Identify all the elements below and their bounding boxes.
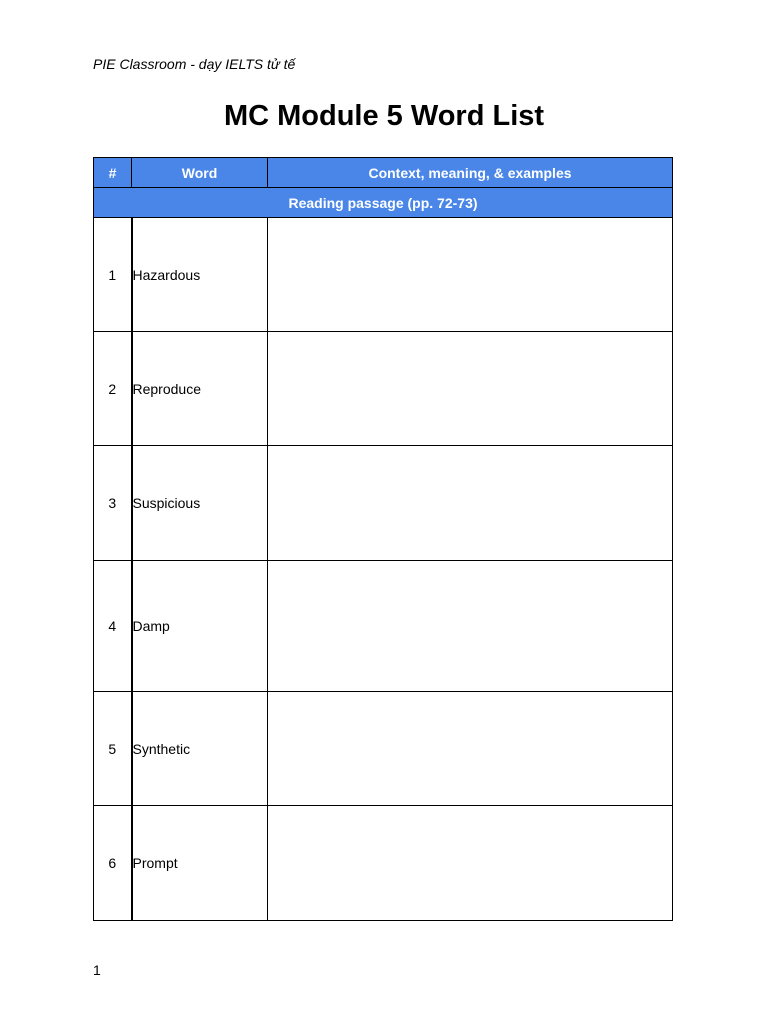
row-word: Damp (132, 561, 268, 692)
section-label: Reading passage (pp. 72-73) (94, 188, 673, 218)
row-number: 5 (94, 692, 132, 806)
table-row (94, 561, 673, 692)
row-number: 2 (94, 332, 132, 446)
table-header-row (94, 158, 673, 188)
row-context-cell[interactable] (268, 332, 673, 446)
table-row (94, 806, 673, 921)
row-context-cell[interactable] (268, 806, 673, 921)
row-context-cell[interactable] (268, 692, 673, 806)
page-title: MC Module 5 Word List (223, 100, 545, 132)
header-note: PIE Classroom - dạy IELTS tử tế (93, 56, 296, 72)
row-word: Hazardous (132, 218, 268, 332)
row-word: Suspicious (132, 446, 268, 561)
row-context-cell[interactable] (268, 561, 673, 692)
row-word: Prompt (132, 806, 268, 921)
row-number: 6 (94, 806, 132, 921)
table-row (94, 446, 673, 561)
word-list-table (93, 157, 673, 921)
table-row (94, 218, 673, 332)
page-number: 1 (93, 962, 101, 978)
row-number: 1 (94, 218, 132, 332)
row-context-cell[interactable] (268, 446, 673, 561)
column-header-number: # (94, 158, 132, 188)
table-row (94, 332, 673, 446)
row-word: Synthetic (132, 692, 268, 806)
column-header-context: Context, meaning, & examples (268, 158, 673, 188)
row-context-cell[interactable] (268, 218, 673, 332)
row-number: 3 (94, 446, 132, 561)
section-row (94, 188, 673, 218)
row-number: 4 (94, 561, 132, 692)
table-row (94, 692, 673, 806)
column-header-word: Word (132, 158, 268, 188)
row-word: Reproduce (132, 332, 268, 446)
